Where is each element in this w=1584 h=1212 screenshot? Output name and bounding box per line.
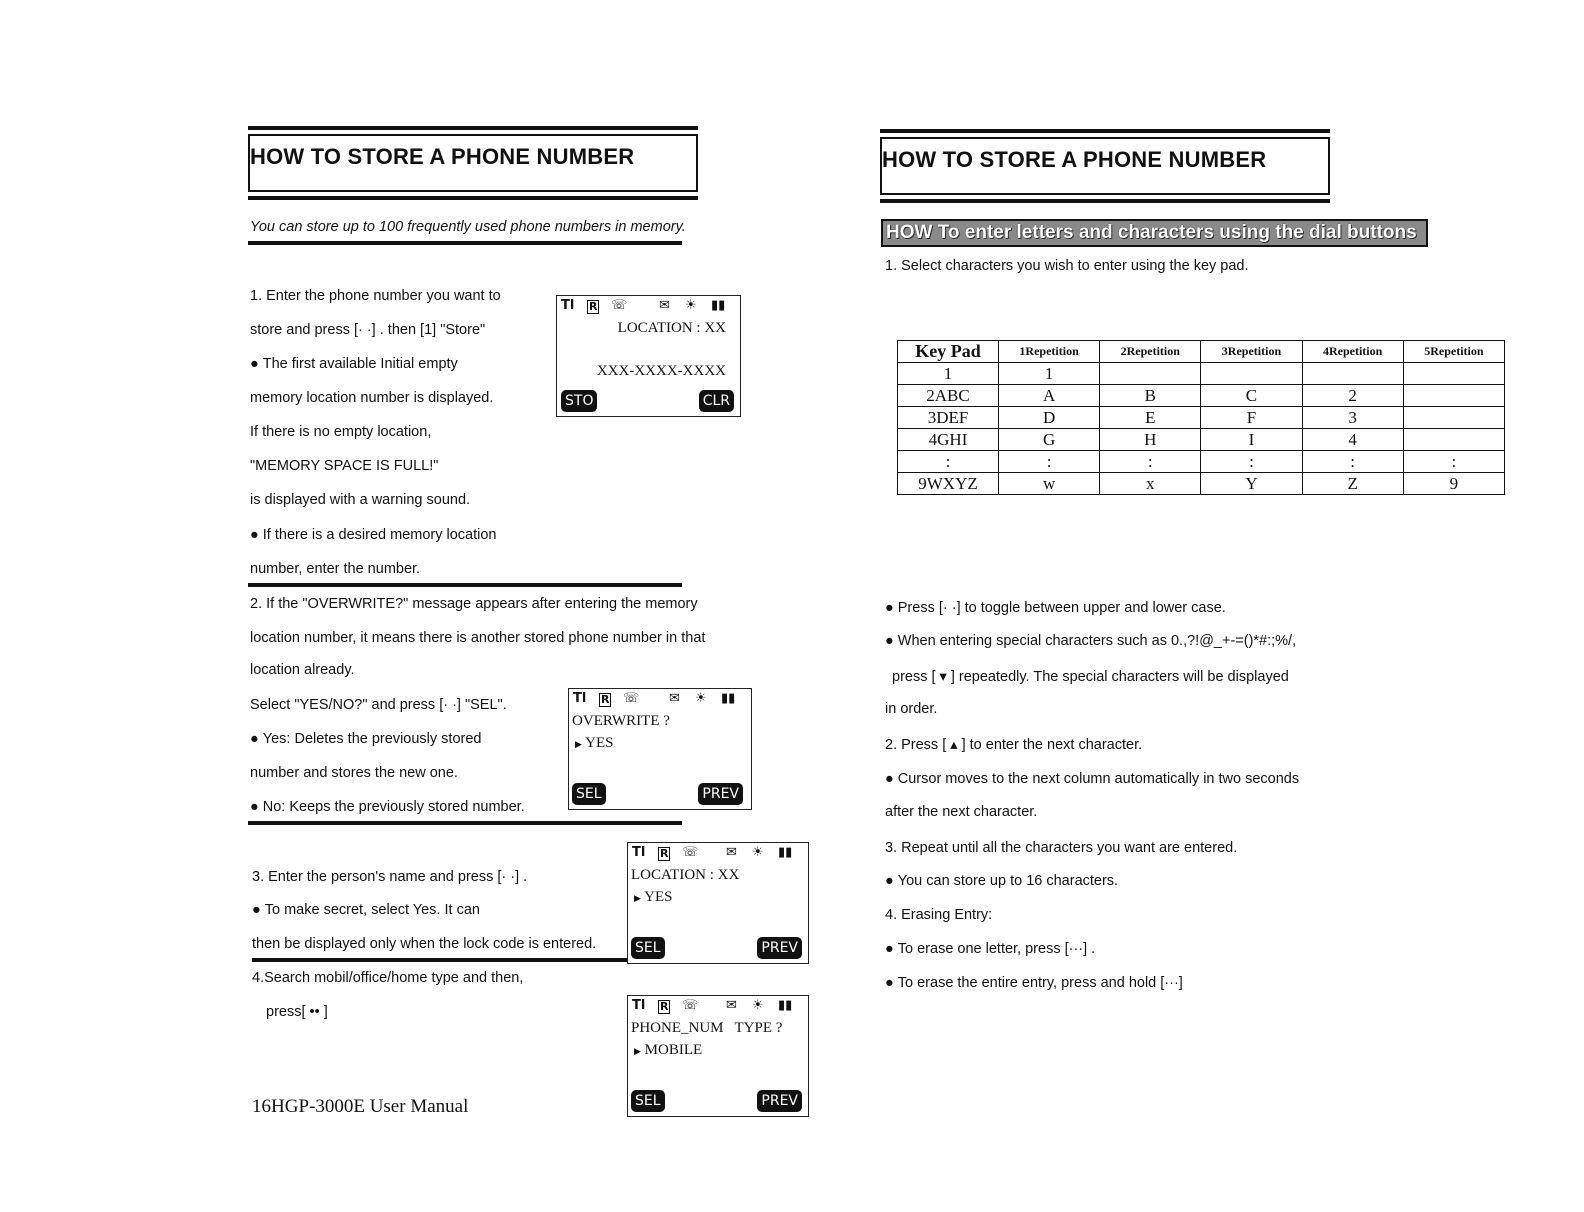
sel-softkey[interactable]: SEL: [631, 937, 665, 959]
table-row: [898, 407, 1505, 429]
roaming-icon: R: [660, 847, 669, 860]
table-cell: :: [1100, 451, 1201, 473]
section-subtitle: HOW To enter letters and characters using the dial buttons: [881, 219, 1428, 247]
step2-line: location number, it means there is another stored phone number in that: [250, 630, 706, 646]
battery-icon: ▮▮: [778, 998, 793, 1013]
step2-line: Select "YES/NO?" and press [· ·] "SEL".: [250, 697, 507, 713]
table-cell: Z: [1302, 473, 1403, 495]
col-header: 2Repetition: [1100, 341, 1201, 363]
table-cell: :: [1403, 451, 1504, 473]
step1-line: store and press [· ·] . then [1] "Store": [250, 322, 486, 338]
step1-line: is displayed with a warning sound.: [250, 492, 471, 508]
note-line: 2. Press [ ▴ ] to enter the next character.: [885, 737, 1143, 753]
step1-line: memory location number is displayed.: [250, 390, 494, 406]
table-cell: 3DEF: [898, 407, 999, 429]
table-cell: G: [999, 429, 1100, 451]
screen-line-yes: [575, 735, 613, 752]
table-cell: D: [999, 407, 1100, 429]
table-cell: A: [999, 385, 1100, 407]
status-bar: [561, 298, 734, 316]
phone-icon: ☏: [682, 845, 699, 860]
table-cell: [1403, 385, 1504, 407]
step2-line: 2. If the "OVERWRITE?" message appears after entering the memory: [250, 596, 698, 612]
pointer-icon: ▶: [575, 739, 582, 749]
table-row: [898, 429, 1505, 451]
screen-line-location: LOCATION : XX: [631, 867, 740, 883]
note-bullet: ● To erase one letter, press [···] .: [885, 940, 1095, 958]
phone-screen-overwrite: [568, 688, 752, 810]
keypad-table: [897, 340, 1505, 495]
roaming-icon: R: [589, 300, 598, 313]
step1-line: "MEMORY SPACE IS FULL!": [250, 458, 439, 474]
step2-rule: [248, 821, 682, 825]
table-cell: [1100, 363, 1201, 385]
table-cell: 9WXYZ: [898, 473, 999, 495]
table-cell: 1: [999, 363, 1100, 385]
step1-bullet: ● If there is a desired memory location: [250, 526, 496, 544]
phone-icon: ☏: [623, 691, 640, 706]
screen-line-overwrite: OVERWRITE ?: [572, 713, 670, 729]
note-bullet: ● To erase the entire entry, press and hold [···]: [885, 974, 1183, 992]
table-cell: Y: [1201, 473, 1302, 495]
step3-bullet: ● To make secret, select Yes. It can: [252, 901, 480, 919]
alarm-icon: ☀: [685, 298, 697, 313]
table-cell: 4GHI: [898, 429, 999, 451]
status-bar: [632, 998, 802, 1016]
screen-line-phone-num: PHONE_NUM TYPE ?: [631, 1020, 783, 1036]
phone-icon: ☏: [611, 298, 628, 313]
table-cell: B: [1100, 385, 1201, 407]
col-header: 4Repetition: [1302, 341, 1403, 363]
table-row: [898, 385, 1505, 407]
sel-softkey[interactable]: SEL: [572, 783, 606, 805]
alarm-icon: ☀: [752, 998, 764, 1013]
table-cell: [1302, 363, 1403, 385]
table-cell: :: [898, 451, 999, 473]
screen-line-number: XXX-XXXX-XXXX: [596, 363, 726, 379]
right-page-title: HOW TO STORE A PHONE NUMBER: [882, 147, 1267, 172]
prev-softkey[interactable]: PREV: [757, 1090, 802, 1112]
table-row: [898, 363, 1505, 385]
right-title-box: [880, 129, 1330, 203]
step4-line: 4.Search mobil/office/home type and then,: [252, 970, 524, 986]
table-cell: F: [1201, 407, 1302, 429]
table-cell: 1: [898, 363, 999, 385]
step3-line: then be displayed only when the lock code is entered.: [252, 936, 597, 952]
step2-bullet: ● No: Keeps the previously stored number.: [250, 798, 525, 816]
table-cell: x: [1100, 473, 1201, 495]
table-cell: E: [1100, 407, 1201, 429]
table-row: [898, 451, 1505, 473]
table-cell: [1403, 363, 1504, 385]
signal-icon: 𝗧l: [573, 691, 587, 706]
note-line: 3. Repeat until all the characters you want are entered.: [885, 840, 1238, 856]
envelope-icon: ✉: [726, 998, 737, 1013]
sel-softkey[interactable]: SEL: [631, 1090, 665, 1112]
status-bar: [573, 691, 745, 709]
step4-line: press[ •• ]: [266, 1004, 328, 1020]
signal-icon: 𝗧l: [632, 998, 646, 1013]
table-cell: :: [999, 451, 1100, 473]
pointer-icon: ▶: [634, 1046, 641, 1056]
pointer-icon: ▶: [634, 893, 641, 903]
note-bullet: ● Press [· ·] to toggle between upper and lower case.: [885, 599, 1226, 617]
clr-softkey[interactable]: CLR: [699, 390, 734, 412]
screen-line-yes: [634, 889, 672, 906]
table-cell: [1403, 429, 1504, 451]
battery-icon: ▮▮: [711, 298, 726, 313]
sto-softkey[interactable]: STO: [561, 390, 597, 412]
left-title-box: [248, 126, 698, 200]
page-footer: 16HGP-3000E User Manual: [252, 1096, 469, 1117]
screen-option: YES: [585, 735, 614, 751]
step1-line: number, enter the number.: [250, 561, 421, 577]
intro-text: You can store up to 100 frequently used phone numbers in memory.: [250, 219, 686, 235]
step2-bullet: ● Yes: Deletes the previously stored: [250, 730, 481, 748]
note-bullet: ● Cursor moves to the next column automatically in two seconds: [885, 770, 1299, 788]
right-step1: 1. Select characters you wish to enter using the key pad.: [885, 258, 1249, 274]
table-row: [898, 473, 1505, 495]
roaming-icon: R: [601, 693, 610, 706]
envelope-icon: ✉: [659, 298, 670, 313]
col-header: Key Pad: [898, 341, 999, 363]
prev-softkey[interactable]: PREV: [698, 783, 743, 805]
table-cell: C: [1201, 385, 1302, 407]
table-cell: 3: [1302, 407, 1403, 429]
screen-option: MOBILE: [644, 1042, 703, 1058]
step1-line: 1. Enter the phone number you want to: [250, 288, 501, 304]
note-line: in order.: [885, 701, 938, 717]
table-cell: 2: [1302, 385, 1403, 407]
alarm-icon: ☀: [695, 691, 707, 706]
step2-line: number and stores the new one.: [250, 765, 458, 781]
phone-screen-type: [627, 995, 809, 1117]
table-cell: 2ABC: [898, 385, 999, 407]
envelope-icon: ✉: [726, 845, 737, 860]
left-page-title: HOW TO STORE A PHONE NUMBER: [250, 144, 635, 169]
status-bar: [632, 845, 802, 863]
screen-line-location: LOCATION : XX: [617, 320, 726, 336]
prev-softkey[interactable]: PREV: [757, 937, 802, 959]
roaming-icon: R: [660, 1000, 669, 1013]
table-cell: :: [1201, 451, 1302, 473]
col-header: 3Repetition: [1201, 341, 1302, 363]
phone-screen-name: [627, 842, 809, 964]
step3-rule: [252, 958, 682, 962]
step1-line: If there is no empty location,: [250, 424, 432, 440]
table-cell: 4: [1302, 429, 1403, 451]
signal-icon: 𝗧l: [632, 845, 646, 860]
table-cell: [1201, 363, 1302, 385]
table-cell: :: [1302, 451, 1403, 473]
alarm-icon: ☀: [752, 845, 764, 860]
col-header: 1Repetition: [999, 341, 1100, 363]
battery-icon: ▮▮: [721, 691, 736, 706]
envelope-icon: ✉: [669, 691, 680, 706]
note-bullet: ● When entering special characters such as 0.,?!@_+-=()*#:;%/,: [885, 632, 1296, 650]
step3-line: 3. Enter the person's name and press [· ·] .: [252, 869, 528, 885]
step1-bullet: ● The first available Initial empty: [250, 355, 458, 373]
battery-icon: ▮▮: [778, 845, 793, 860]
note-bullet: ● You can store up to 16 characters.: [885, 872, 1118, 890]
screen-line-mobile: [634, 1042, 702, 1059]
phone-screen-store: [556, 295, 741, 417]
table-cell: 9: [1403, 473, 1504, 495]
phone-icon: ☏: [682, 998, 699, 1013]
note-line: after the next character.: [885, 804, 1038, 820]
note-line: 4. Erasing Entry:: [885, 907, 993, 923]
step1-rule: [248, 583, 682, 587]
table-cell: w: [999, 473, 1100, 495]
signal-icon: 𝗧l: [561, 298, 575, 313]
screen-option: YES: [644, 889, 673, 905]
intro-rule: [248, 241, 682, 245]
step2-line: location already.: [250, 662, 355, 678]
table-cell: H: [1100, 429, 1201, 451]
table-header-row: [898, 341, 1505, 363]
table-cell: [1403, 407, 1504, 429]
table-cell: I: [1201, 429, 1302, 451]
col-header: 5Repetition: [1403, 341, 1504, 363]
note-line: press [ ▾ ] repeatedly. The special characters will be displayed: [892, 669, 1289, 685]
